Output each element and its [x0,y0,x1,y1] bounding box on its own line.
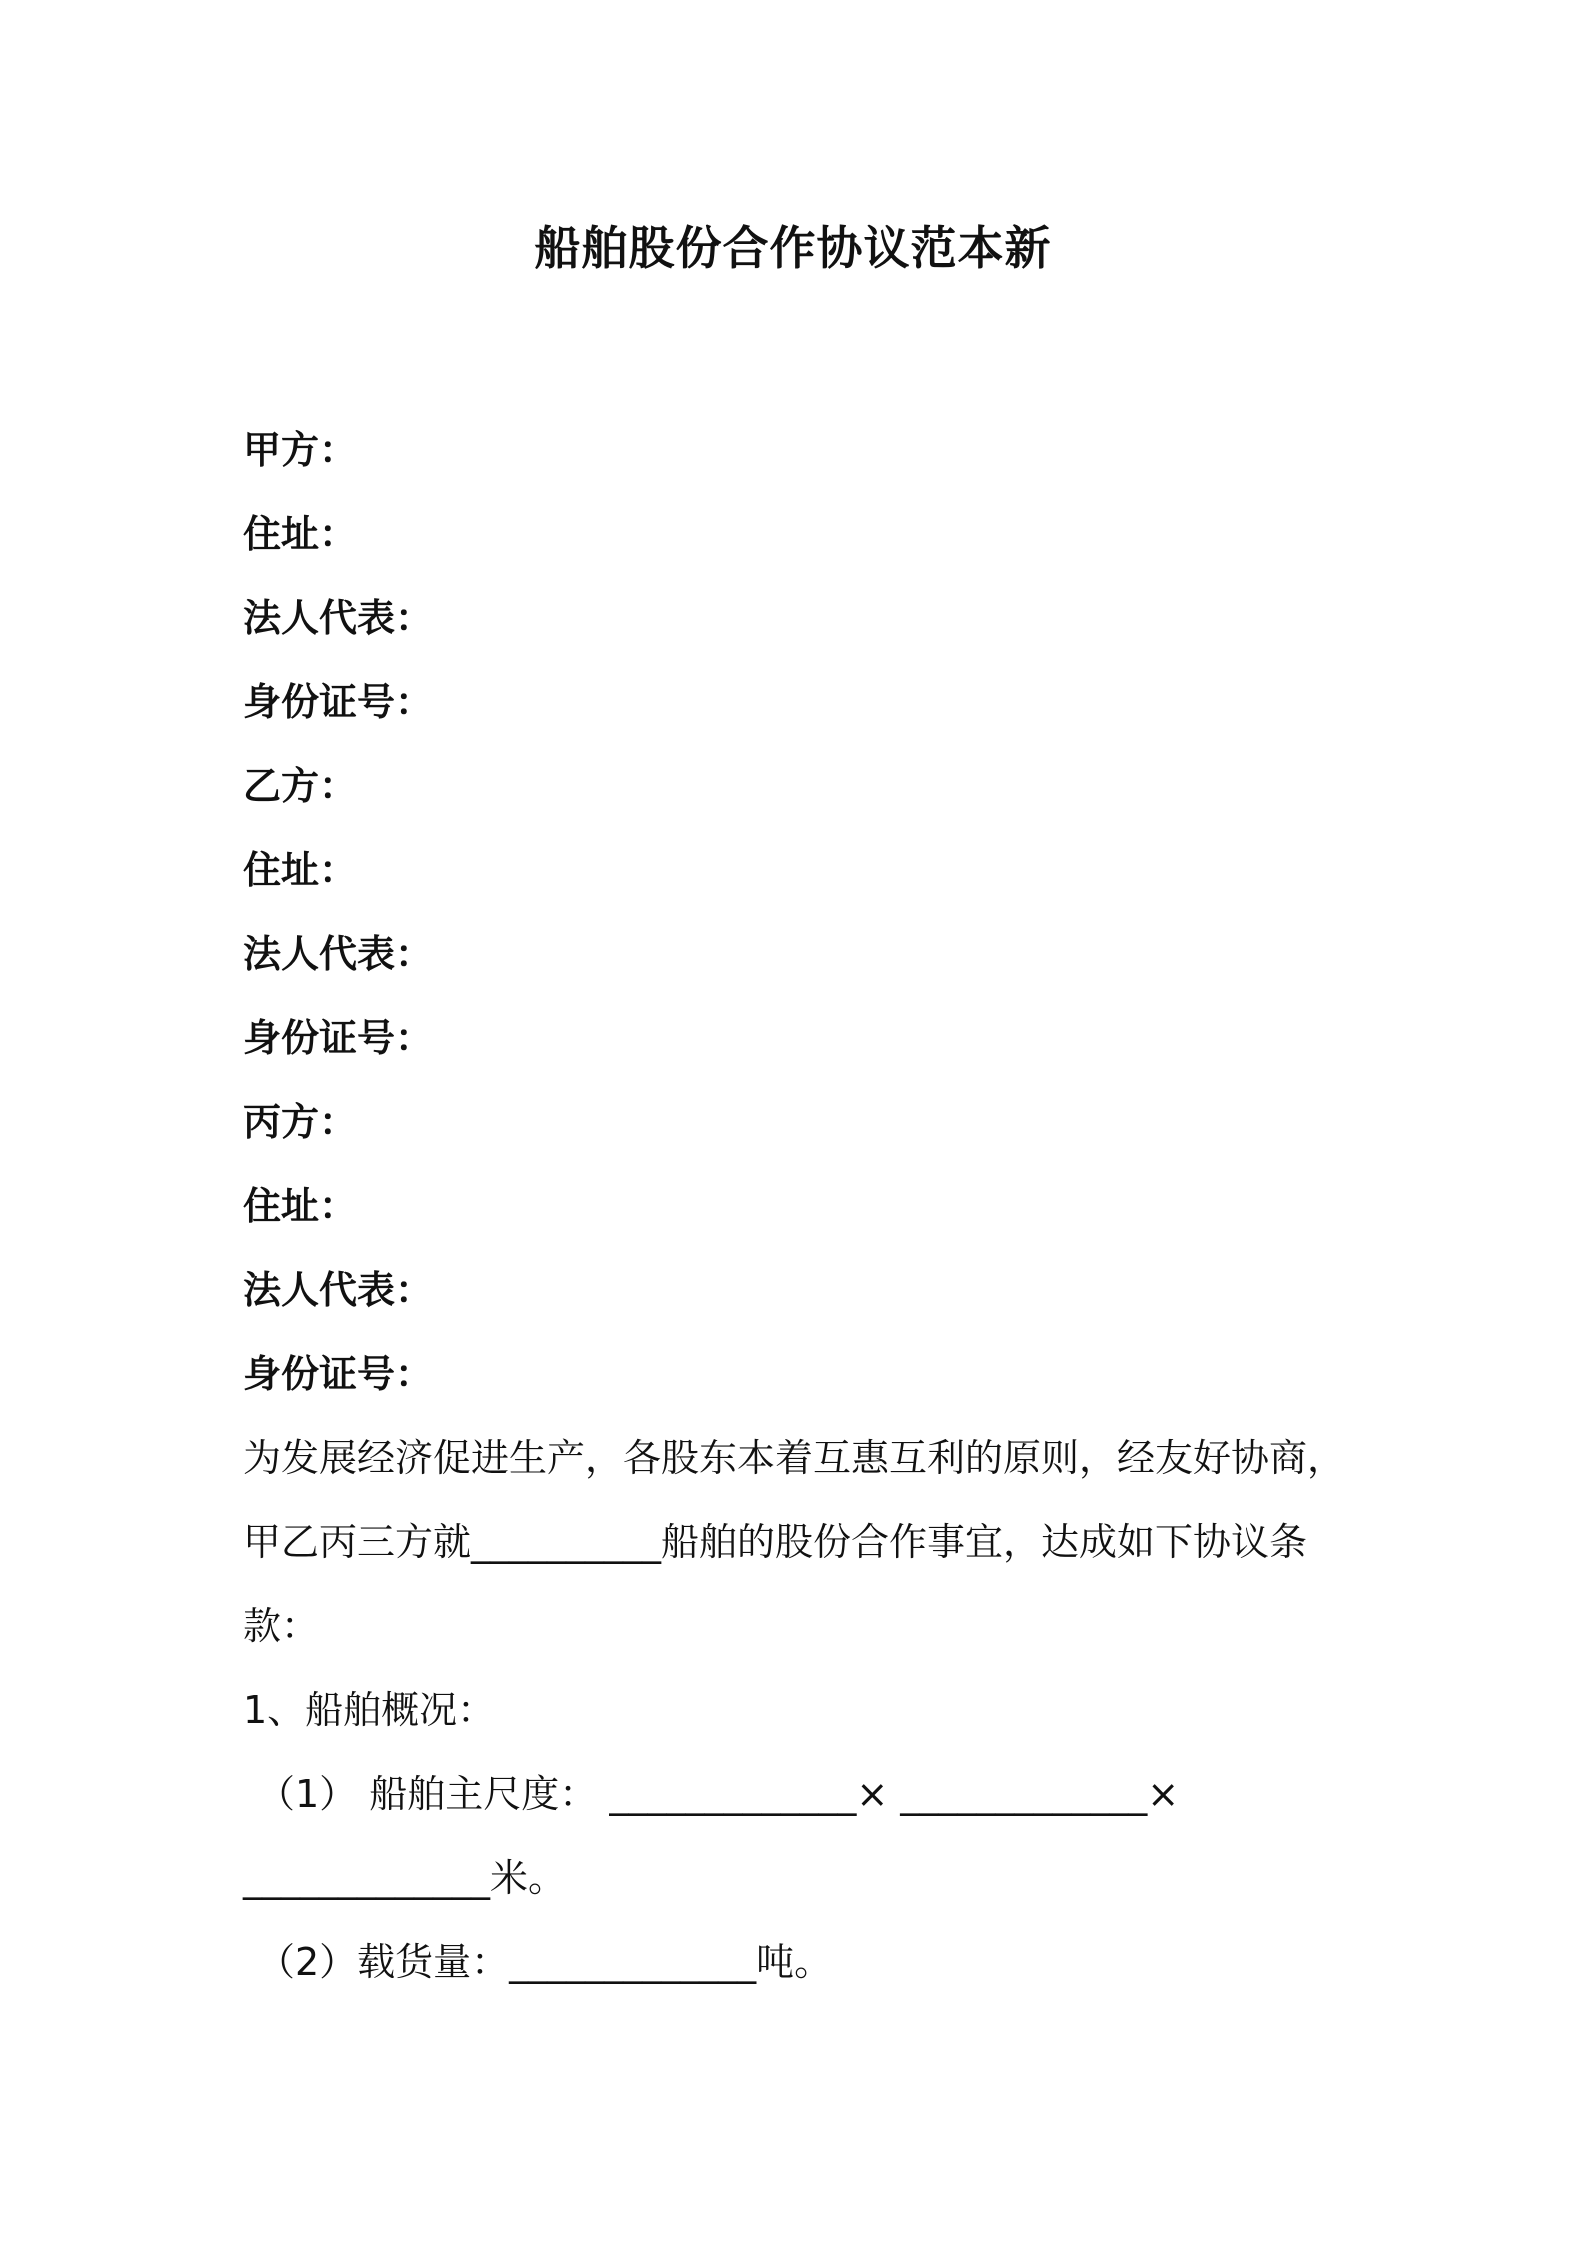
section-1-item-1-line-2: _____________米。 [243,1856,567,1900]
party-b-id-no: 身份证号： [243,1016,434,1060]
party-c-label: 丙方： [243,1100,358,1144]
party-a-id-no: 身份证号： [243,680,434,724]
intro-line-3: 款： [243,1604,320,1648]
party-b-address: 住址： [243,848,358,892]
party-c-legal-rep: 法人代表： [243,1268,434,1312]
section-1-heading: 1、船舶概况： [243,1688,496,1732]
party-b-legal-rep: 法人代表： [243,932,434,976]
intro-line-2: 甲乙丙三方就__________船舶的股份合作事宜，达成如下协议条 [243,1520,1308,1564]
party-a-address: 住址： [243,512,358,556]
section-1-item-2: （2）载货量：_____________吨。 [257,1940,833,1984]
party-a-label: 甲方： [243,428,358,472]
party-c-id-no: 身份证号： [243,1352,434,1396]
party-b-label: 乙方： [243,764,358,808]
party-c-address: 住址： [243,1184,358,1228]
intro-line-1: 为发展经济促进生产，各股东本着互惠互利的原则，经友好协商， [243,1436,1346,1480]
document-title: 船舶股份合作协议范本新 [534,221,1052,275]
document-body [243,408,1353,2004]
section-1-item-1-line-1: （1） 船舶主尺度： _____________× _____________× [257,1772,1180,1816]
party-a-legal-rep: 法人代表： [243,596,434,640]
